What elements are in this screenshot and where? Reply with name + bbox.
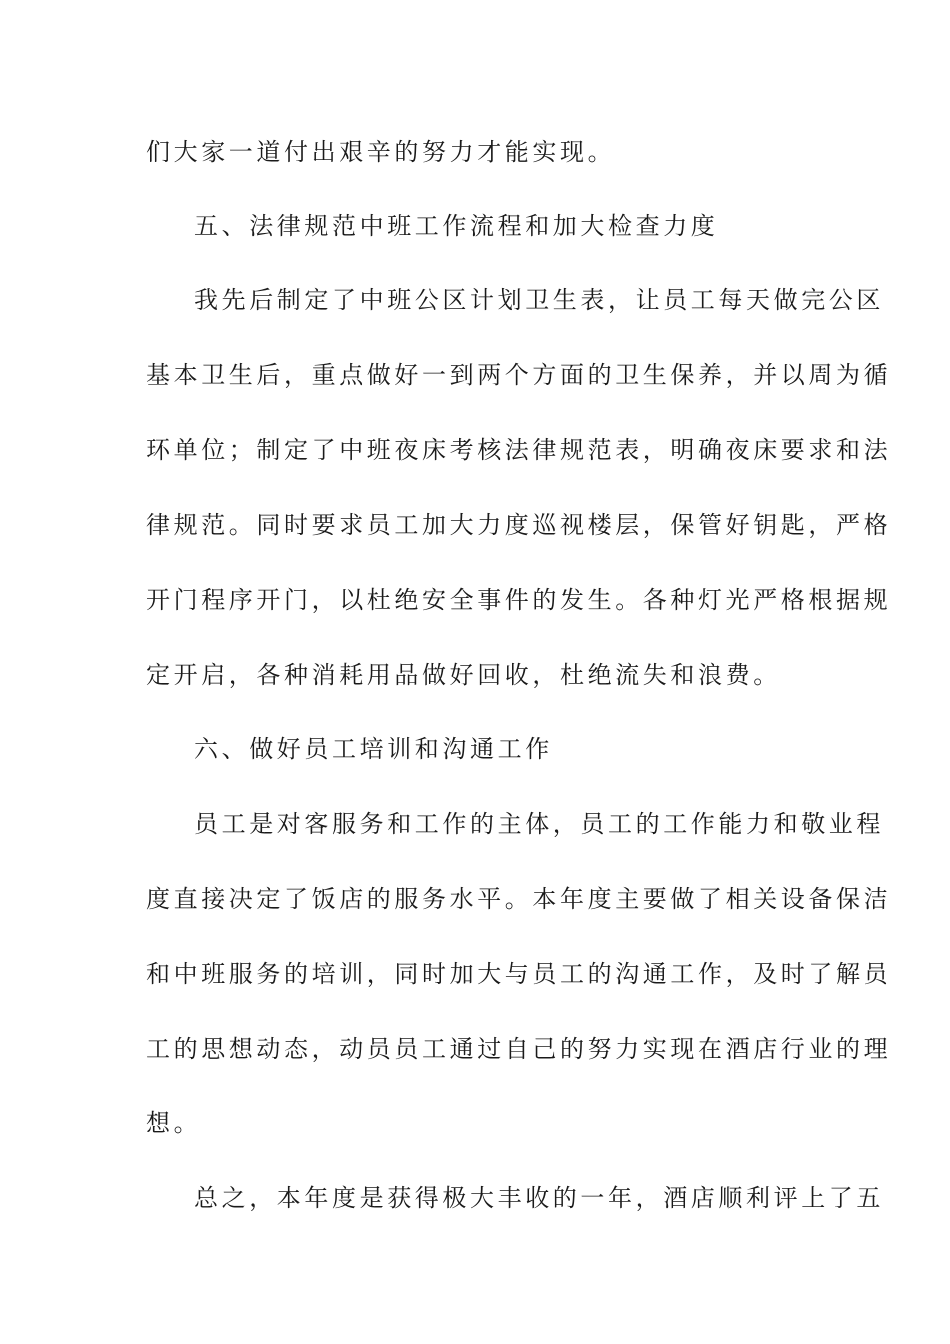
paragraph-line: 想。 bbox=[146, 1109, 202, 1137]
paragraph-line: 律规范。同时要求员工加大力度巡视楼层，保管好钥匙，严格 bbox=[146, 511, 892, 539]
paragraph-line: 开门程序开门，以杜绝安全事件的发生。各种灯光严格根据规 bbox=[146, 586, 892, 614]
section-heading: 六、做好员工培训和沟通工作 bbox=[194, 735, 553, 763]
paragraph-line: 总之，本年度是获得极大丰收的一年，酒店顺利评上了五 bbox=[194, 1184, 884, 1212]
paragraph-line: 员工是对客服务和工作的主体，员工的工作能力和敬业程 bbox=[194, 810, 884, 838]
paragraph-line: 我先后制定了中班公区计划卫生表，让员工每天做完公区 bbox=[194, 286, 884, 314]
paragraph-line: 和中班服务的培训，同时加大与员工的沟通工作，及时了解员 bbox=[146, 960, 892, 988]
paragraph-line: 度直接决定了饭店的服务水平。本年度主要做了相关设备保洁 bbox=[146, 885, 892, 913]
paragraph-line: 基本卫生后，重点做好一到两个方面的卫生保养，并以周为循 bbox=[146, 361, 892, 389]
paragraph-line: 定开启，各种消耗用品做好回收，杜绝流失和浪费。 bbox=[146, 661, 781, 689]
section-heading: 五、法律规范中班工作流程和加大检查力度 bbox=[194, 212, 719, 240]
paragraph-line: 环单位；制定了中班夜床考核法律规范表，明确夜床要求和法 bbox=[146, 436, 892, 464]
paragraph-line: 工的思想动态，动员员工通过自己的努力实现在酒店行业的理 bbox=[146, 1035, 892, 1063]
paragraph-line: 们大家一道付出艰辛的努力才能实现。 bbox=[146, 138, 616, 166]
